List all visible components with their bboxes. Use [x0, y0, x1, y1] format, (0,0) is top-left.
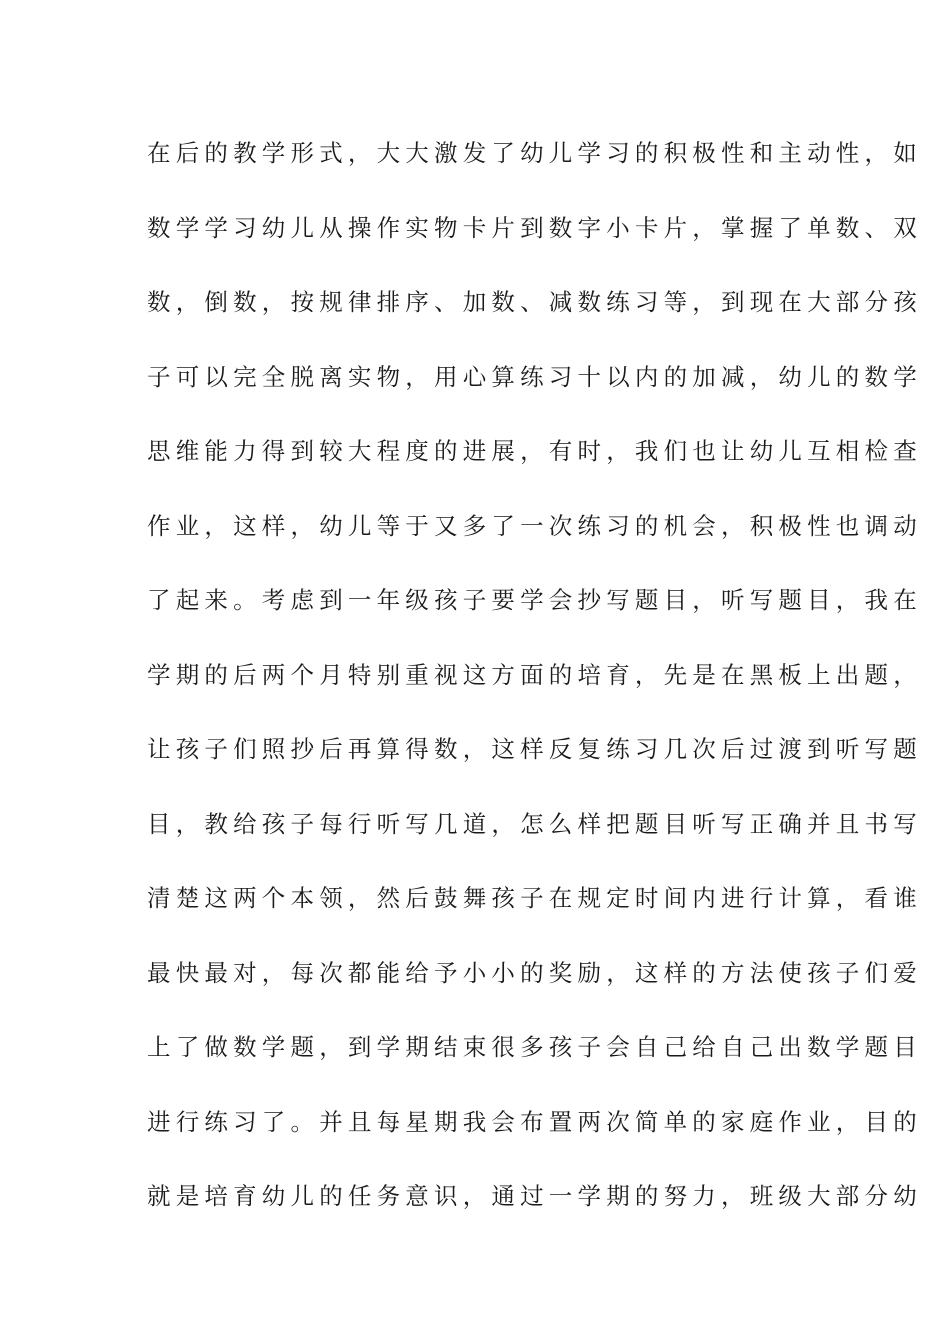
- text-line: 进行练习了。并且每星期我会布置两次简单的家庭作业，目的: [147, 1107, 922, 1136]
- body-text: [147, 128, 922, 1246]
- text-line: 上了做数学题，到学期结束很多孩子会自己给自己出数学题目: [147, 1033, 922, 1061]
- text-line: 最快最对，每次都能给予小小的奖励，这样的方法使孩子们爱: [147, 958, 922, 987]
- text-line: 数，倒数，按规律排序、加数、减数练习等，到现在大部分孩: [147, 288, 922, 316]
- text-line: 就是培育幼儿的任务意识，通过一学期的努力，班级大部分幼: [147, 1182, 922, 1210]
- text-line: 让孩子们照抄后再算得数，这样反复练习几次后过渡到听写题: [147, 735, 922, 763]
- text-line: 清楚这两个本领，然后鼓舞孩子在规定时间内进行计算，看谁: [147, 884, 922, 912]
- text-line: 在后的教学形式，大大激发了幼儿学习的积极性和主动性，如: [147, 139, 922, 167]
- text-line: 目，教给孩子每行听写几道，怎么样把题目听写正确并且书写: [147, 809, 922, 838]
- text-line: 子可以完全脱离实物，用心算练习十以内的加减，幼儿的数学: [147, 362, 922, 391]
- text-line: 数学学习幼儿从操作实物卡片到数字小卡片，掌握了单数、双: [147, 213, 922, 242]
- text-line: 作业，这样，幼儿等于又多了一次练习的机会，积极性也调动: [147, 511, 922, 540]
- text-line: 思维能力得到较大程度的进展，有时，我们也让幼儿互相检查: [147, 437, 922, 465]
- text-line: 学期的后两个月特别重视这方面的培育，先是在黑板上出题，: [147, 660, 922, 689]
- text-line: 了起来。考虑到一年级孩子要学会抄写题目，听写题目，我在: [147, 586, 922, 614]
